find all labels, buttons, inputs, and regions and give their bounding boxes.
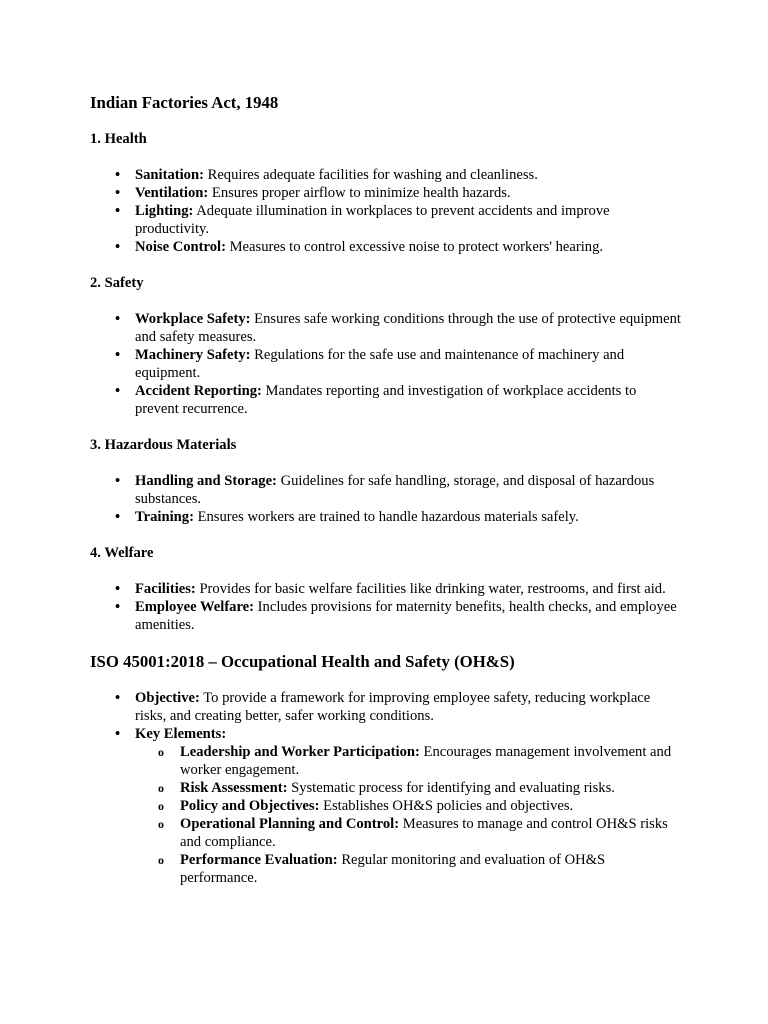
item-label: Operational Planning and Control:	[180, 816, 400, 832]
item-text: Ensures safe working conditions through the use of protective equipment and safety measures.	[135, 311, 681, 345]
list-item	[135, 202, 682, 238]
document-body	[90, 93, 682, 905]
sub-list-item	[180, 851, 682, 887]
item-label: Policy and Objectives:	[180, 798, 320, 814]
item-text: Includes provisions for maternity benefits, health checks, and employee amenities.	[135, 599, 677, 633]
item-label: Handling and Storage:	[135, 473, 277, 489]
list-item	[135, 166, 682, 184]
item-text: Provides for basic welfare facilities like drinking water, restrooms, and first aid.	[195, 581, 666, 597]
sub-list-item	[180, 779, 682, 797]
item-text: Requires adequate facilities for washing and cleanliness.	[203, 167, 538, 183]
list-item	[135, 310, 682, 346]
item-text: Regulations for the safe use and maintenance of machinery and equipment.	[135, 347, 625, 381]
item-text: Systematic process for identifying and evaluating risks.	[287, 780, 615, 796]
item-label: Objective:	[135, 690, 200, 706]
sub-list-item	[180, 743, 682, 779]
item-text: Guidelines for safe handling, storage, and disposal of hazardous substances.	[135, 473, 655, 507]
welfare-list	[90, 580, 682, 634]
list-item	[135, 689, 682, 725]
item-text: Measures to manage and control OH&S risks and compliance.	[180, 816, 668, 850]
item-label: Key Elements:	[135, 726, 227, 742]
section-heading-hazardous-materials: 3. Hazardous Materials	[90, 437, 237, 453]
item-label: Workplace Safety:	[135, 311, 251, 327]
item-label: Noise Control:	[135, 239, 226, 255]
item-label: Employee Welfare:	[135, 599, 255, 615]
safety-list	[90, 310, 682, 418]
item-text: Measures to control excessive noise to protect workers' hearing.	[225, 239, 604, 255]
item-label: Lighting:	[135, 203, 194, 219]
list-item	[135, 238, 682, 256]
item-label: Performance Evaluation:	[180, 852, 338, 868]
item-label: Risk Assessment:	[180, 780, 288, 796]
section-heading-safety: 2. Safety	[90, 275, 144, 291]
list-item	[135, 184, 682, 202]
list-item	[135, 580, 682, 598]
item-label: Sanitation:	[135, 167, 204, 183]
item-text: Regular monitoring and evaluation of OH&S performance.	[180, 852, 606, 886]
item-text: Establishes OH&S policies and objectives.	[319, 798, 574, 814]
list-item	[135, 725, 682, 887]
section-heading-health: 1. Health	[90, 131, 147, 147]
iso-list	[90, 689, 682, 887]
document-title: Indian Factories Act, 1948	[90, 93, 279, 112]
list-item	[135, 598, 682, 634]
item-label: Facilities:	[135, 581, 196, 597]
list-item	[135, 382, 682, 418]
item-label: Ventilation:	[135, 185, 209, 201]
item-text: Ensures proper airflow to minimize health hazards.	[208, 185, 511, 201]
iso-heading: ISO 45001:2018 – Occupational Health and Safety (OH&S)	[90, 652, 515, 671]
item-label: Machinery Safety:	[135, 347, 251, 363]
item-text: Adequate illumination in workplaces to prevent accidents and improve productivity.	[135, 203, 610, 237]
item-label: Training:	[135, 509, 194, 525]
sub-list-item	[180, 797, 682, 815]
sub-list-item	[180, 815, 682, 851]
list-item	[135, 346, 682, 382]
item-text: Encourages management involvement and worker engagement.	[180, 744, 672, 778]
section-heading-welfare: 4. Welfare	[90, 545, 154, 561]
list-item	[135, 472, 682, 508]
item-text: Ensures workers are trained to handle hazardous materials safely.	[193, 509, 579, 525]
item-text: To provide a framework for improving employee safety, reducing workplace risks, and creating better, safer working conditions.	[135, 690, 651, 724]
hazardous-materials-list	[90, 472, 682, 526]
key-elements-list	[135, 743, 682, 887]
item-label: Accident Reporting:	[135, 383, 262, 399]
health-list	[90, 166, 682, 256]
item-text: Mandates reporting and investigation of workplace accidents to prevent recurrence.	[135, 383, 637, 417]
list-item	[135, 508, 682, 526]
item-label: Leadership and Worker Participation:	[180, 744, 420, 760]
